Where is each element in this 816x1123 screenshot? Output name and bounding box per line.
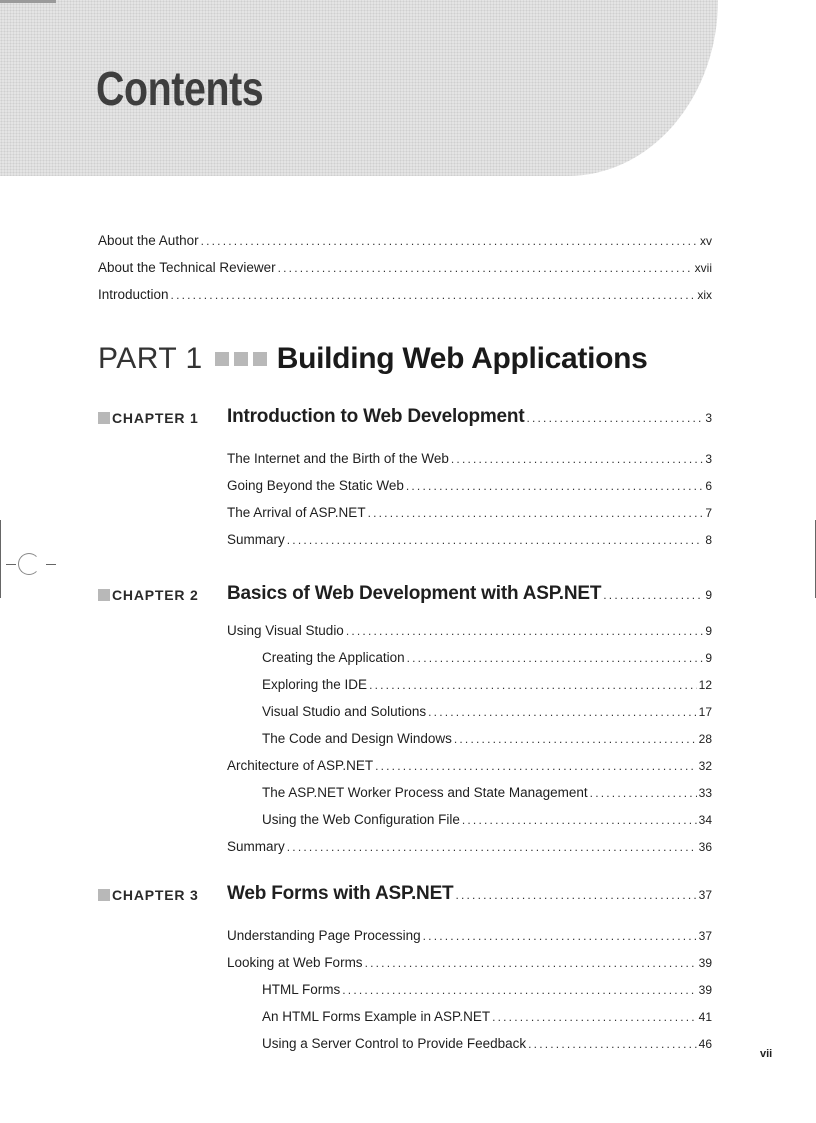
chapter-page: 37 (698, 888, 712, 902)
part-label: PART 1 (98, 342, 203, 375)
square-bullet-icon (253, 352, 267, 366)
toc-entry-label: Using Visual Studio (227, 623, 344, 638)
toc-entry-label: About the Technical Reviewer (98, 260, 276, 275)
toc-entry-label: Understanding Page Processing (227, 928, 421, 943)
toc-entry-label: Exploring the IDE (262, 677, 368, 692)
toc-entry-page: 33 (698, 786, 712, 800)
toc-entry-page: 6 (705, 479, 712, 493)
dot-leader (423, 929, 697, 943)
toc-entry-page: 8 (705, 533, 712, 547)
registration-dash (6, 564, 16, 565)
toc-entry[interactable] (227, 955, 712, 970)
chapter-label (98, 887, 199, 903)
chapter-label-text: CHAPTER 1 (112, 410, 199, 426)
toc-subentry[interactable] (262, 982, 712, 997)
chapter-title-row[interactable] (227, 406, 712, 428)
toc-subentry[interactable] (262, 812, 712, 827)
toc-entry-page: 17 (698, 705, 712, 719)
square-bullet-icon (98, 589, 110, 601)
toc-entry-page: 37 (698, 929, 712, 943)
toc-subentry[interactable] (262, 704, 712, 719)
toc-entry-label: Introduction (98, 287, 169, 302)
part-heading (98, 342, 648, 376)
chapter-title: Web Forms with ASP.NET (227, 883, 454, 904)
dot-leader (287, 533, 704, 547)
toc-entry-page: 34 (698, 813, 712, 827)
toc-entry-page: 12 (698, 678, 712, 692)
toc-entry-label: Creating the Application (262, 650, 405, 665)
toc-subentry[interactable] (262, 677, 712, 692)
toc-subentry[interactable] (262, 650, 712, 665)
toc-entry[interactable] (227, 928, 712, 943)
toc-entry-about-author[interactable] (98, 233, 712, 248)
toc-entry-label: About the Author (98, 233, 199, 248)
toc-subentry[interactable] (262, 731, 712, 746)
dot-leader (375, 759, 697, 773)
toc-entry-label: The ASP.NET Worker Process and State Management (262, 785, 588, 800)
toc-entry-label: An HTML Forms Example in ASP.NET (262, 1009, 491, 1024)
crop-mark-left (0, 520, 1, 598)
toc-subentry[interactable] (262, 785, 712, 800)
toc-entry[interactable] (227, 451, 712, 466)
chapter-title: Introduction to Web Development (227, 406, 525, 427)
dot-leader (455, 888, 696, 902)
toc-entry-page: 41 (698, 1010, 712, 1024)
toc-subentry[interactable] (262, 1009, 712, 1024)
toc-entry-introduction[interactable] (98, 287, 712, 302)
dot-leader (526, 411, 703, 425)
registration-mark-icon (18, 553, 40, 575)
toc-entry[interactable] (227, 623, 712, 638)
chapter-title-row[interactable] (227, 583, 712, 605)
chapter-label-text: CHAPTER 2 (112, 587, 199, 603)
toc-entry-page: 39 (698, 956, 712, 970)
toc-entry-page: xix (697, 288, 712, 302)
toc-entry[interactable] (227, 839, 712, 854)
toc-entry-page: 46 (698, 1037, 712, 1051)
toc-entry-label: Architecture of ASP.NET (227, 758, 374, 773)
dot-leader (171, 288, 696, 302)
dot-leader (407, 651, 704, 665)
dot-leader (590, 786, 697, 800)
toc-entry-label: The Code and Design Windows (262, 731, 452, 746)
dot-leader (528, 1037, 697, 1051)
chapter-page: 9 (705, 588, 712, 602)
toc-entry-page: 9 (705, 624, 712, 638)
toc-entry-label: Summary (227, 839, 285, 854)
toc-entry-page: xv (700, 234, 712, 248)
toc-entry-label: The Arrival of ASP.NET (227, 505, 366, 520)
toc-subentry[interactable] (262, 1036, 712, 1051)
toc-entry-page: 32 (698, 759, 712, 773)
toc-entry-technical-reviewer[interactable] (98, 260, 712, 275)
toc-entry-label: Visual Studio and Solutions (262, 704, 427, 719)
toc-entry-page: 28 (698, 732, 712, 746)
dot-leader (365, 956, 697, 970)
toc-entry-label: Using the Web Configuration File (262, 812, 460, 827)
square-bullet-icon (234, 352, 248, 366)
dot-leader (342, 983, 696, 997)
chapter-page: 3 (705, 411, 712, 425)
toc-entry-page: 36 (698, 840, 712, 854)
dot-leader (406, 479, 703, 493)
toc-entry-label: The Internet and the Birth of the Web (227, 451, 449, 466)
toc-entry-label: Going Beyond the Static Web (227, 478, 404, 493)
toc-entry[interactable] (227, 478, 712, 493)
toc-entry-page: xvii (694, 261, 712, 275)
chapter-label (98, 410, 199, 426)
toc-entry-page: 39 (698, 983, 712, 997)
dot-leader (462, 813, 697, 827)
toc-entry[interactable] (227, 758, 712, 773)
toc-entry-page: 3 (705, 452, 712, 466)
toc-entry[interactable] (227, 505, 712, 520)
dot-leader (287, 840, 697, 854)
square-bullet-icon (215, 352, 229, 366)
toc-entry-label: Using a Server Control to Provide Feedback (262, 1036, 527, 1051)
dot-leader (278, 261, 693, 275)
dot-leader (428, 705, 697, 719)
toc-entry[interactable] (227, 532, 712, 547)
square-bullet-icon (98, 889, 110, 901)
registration-dash (46, 564, 56, 565)
dot-leader (454, 732, 697, 746)
toc-entry-page: 7 (705, 506, 712, 520)
dot-leader (368, 506, 704, 520)
chapter-label (98, 587, 199, 603)
dot-leader (492, 1010, 697, 1024)
page-number: vii (760, 1048, 773, 1060)
toc-entry-label: Looking at Web Forms (227, 955, 363, 970)
toc-entry-label: HTML Forms (262, 982, 341, 997)
dot-leader (451, 452, 703, 466)
square-bullet-icon (98, 412, 110, 424)
dot-leader (346, 624, 703, 638)
toc-entry-page: 9 (705, 651, 712, 665)
chapter-title-row[interactable] (227, 883, 712, 905)
dot-leader (603, 588, 703, 602)
part-title: Building Web Applications (276, 342, 648, 375)
chapter-title: Basics of Web Development with ASP.NET (227, 583, 602, 604)
dot-leader (201, 234, 698, 248)
toc-entry-label: Summary (227, 532, 285, 547)
dot-leader (369, 678, 697, 692)
page-title: Contents (96, 63, 264, 116)
chapter-label-text: CHAPTER 3 (112, 887, 199, 903)
corner-crop-mark (0, 0, 56, 3)
